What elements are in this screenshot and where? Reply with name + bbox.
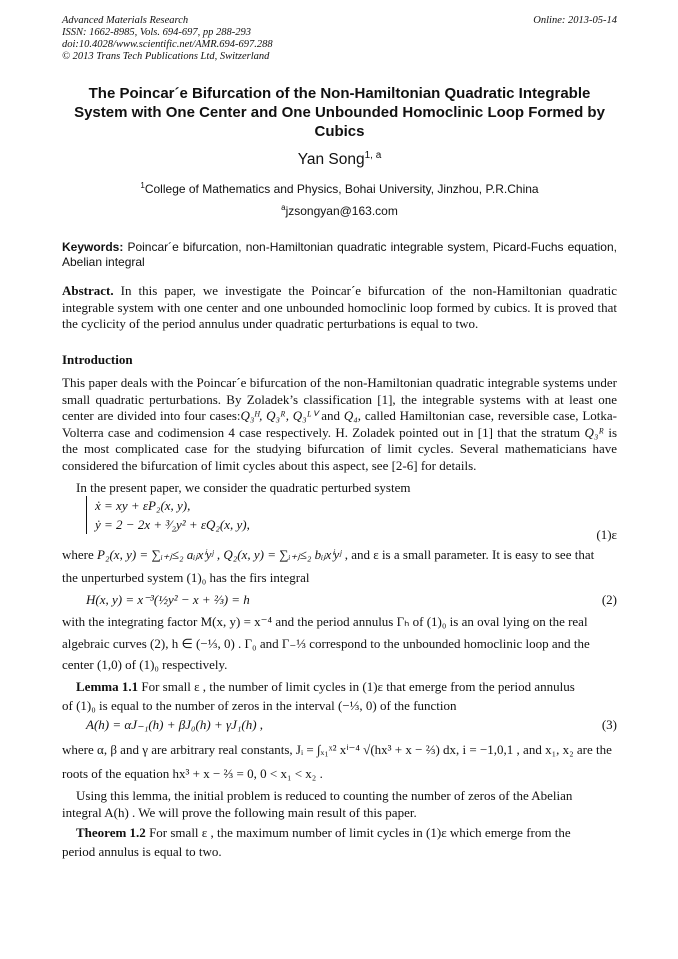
email — [62, 203, 617, 218]
intro-paragraph-2: In the present paper, we consider the quadratic perturbed system — [76, 480, 411, 495]
section-heading-introduction: Introduction — [62, 352, 133, 367]
keywords-label: Keywords: — [62, 240, 124, 254]
equation-3-label: (3) — [601, 717, 617, 732]
equation-2: H(x, y) = x⁻³(½y² − x + ⅔) = h — [86, 592, 250, 607]
lemma-line-1 — [62, 678, 617, 695]
online-date: Online: 2013-05-14 — [533, 15, 617, 26]
keywords — [62, 240, 617, 270]
email-sup: a — [281, 203, 286, 212]
unperturbed-line: the unperturbed system (1)₀ has the firs integral — [62, 570, 310, 585]
para1-and: and — [317, 408, 344, 424]
integrating-factor-line: with the integrating factor M(x, y) = x⁻⁴ and the period annulus Γₕ of (1)₀ is an oval lying on the real — [62, 614, 588, 629]
issn-line: ISSN: 1662-8985, Vols. 694-697, pp 288-293 — [62, 27, 251, 38]
copyright-line: © 2013 Trans Tech Publications Ltd, Switzerland — [62, 51, 270, 62]
abstract — [62, 283, 617, 333]
system-line-1: ẋ = xy + εP₂(x, y), — [95, 498, 191, 513]
para1-text-b: , called Hamiltonian case, reversible case, Lotka-Volterra case and codimension 4 case respectively. H. Zoladek pointed out in [1] that the stratum — [62, 408, 617, 440]
constants-line: where α, β and γ are arbitrary real constants, Jᵢ = ∫ₓ₁ˣ² xⁱ⁻⁴ √(hx³ + x − ⅔) dx, i = −1,0,1 , and x₁, x₂ are the — [62, 742, 612, 757]
roots-line: roots of the equation hx³ + x − ⅔ = 0, 0 < x₁ < x₂ . — [62, 766, 323, 781]
abelian-integral-line: integral A(h) . We will prove the following main result of this paper. — [62, 805, 417, 820]
theorem-line-1 — [62, 824, 617, 841]
lemma-usage-line: Using this lemma, the initial problem is reduced to counting the number of zeros of the Abelian — [76, 788, 573, 803]
lemma-text-a: For small ε , the number of limit cycles in (1)ε that emerge from the period annulus — [138, 679, 575, 694]
doi-line: doi:10.4028/www.scientific.net/AMR.694-697.288 — [62, 39, 273, 50]
where1-p: P₂(x, y) = ∑ᵢ₊ⱼ≤₂ aᵢⱼxⁱyʲ , Q₂(x, y) = ∑ᵢ₊ⱼ≤₂ bᵢⱼxⁱyʲ — [97, 547, 342, 562]
perturbed-system-equation — [86, 496, 250, 534]
para1-q4: Q₄ — [343, 408, 358, 424]
equation-3: A(h) = αJ₋₁(h) + βJ₀(h) + γJ₁(h) , — [86, 717, 264, 732]
system-line-2: ẏ = 2 − 2x + ³⁄₂y² + εQ₂(x, y), — [95, 517, 250, 532]
where1-a: where — [62, 547, 98, 562]
center-line: center (1,0) of (1)₀ respectively. — [62, 657, 228, 672]
author — [62, 150, 617, 169]
paper-title: The Poincar´e Bifurcation of the Non-Hamiltonian Quadratic Integrable System with One Center and One Unbounded Homoclinic Loop Formed by Cubics — [74, 85, 605, 140]
email-text[interactable]: jzsongyan@163.com — [285, 204, 398, 218]
abstract-label: Abstract. — [62, 283, 114, 298]
author-name: Yan Song — [297, 151, 365, 169]
keywords-text: Poincar´e bifurcation, non-Hamiltonian quadratic integrable system, Picard-Fuchs equation, Abelian integral — [62, 240, 617, 269]
para1-q3r: Q₃ᴿ — [584, 424, 605, 440]
lemma-label: Lemma 1.1 — [76, 679, 139, 694]
para1-cases: Q₃ᴴ, Q₃ᴿ, Q₃ᴸⱽ — [240, 408, 318, 424]
lemma-line-2: of (1)₀ is equal to the number of zeros in the interval (−⅓, 0) of the function — [62, 698, 457, 713]
para1-text-c: is the most complicated case for the studying bifurcation of limit cycles. Several mathematicians have considered the bifurcation of limit cycles about this aspect, see [2-6] for details. — [62, 424, 618, 473]
theorem-label: Theorem 1.2 — [76, 825, 146, 840]
affiliation-text: College of Mathematics and Physics, Bohai University, Jinzhou, P.R.China — [144, 182, 539, 196]
where1-b: , and ε is a small parameter. It is easy to see that — [341, 547, 595, 562]
abstract-text: In this paper, we investigate the Poincar´e bifurcation of the non-Hamiltonian quadratic integrable system with one center and one unbounded homoclinic loop formed by cubics. It is proved that the cyclicity of the period annulus under quadratic perturbations is equal to two. — [62, 283, 617, 332]
intro-paragraph-1 — [62, 375, 617, 475]
author-sup: 1, a — [364, 150, 382, 161]
journal-header — [62, 15, 617, 63]
para1-text-a: This paper deals with the Poincar´e bifurcation of the non-Hamiltonian quadratic integrable systems under small quadratic perturbations. By Zoladek’s classification [1], the integrable systems with at least one center are divided into four cases: — [62, 375, 617, 424]
journal-name: Advanced Materials Research — [62, 15, 189, 26]
affiliation — [62, 181, 617, 196]
where-line-1 — [62, 546, 617, 563]
equation-1-label: (1)ε — [596, 527, 617, 542]
equation-2-label: (2) — [601, 592, 617, 607]
affiliation-sup: 1 — [140, 181, 145, 190]
algebraic-curves-line: algebraic curves (2), h ∈ (−⅓, 0) . Γ₀ and Γ₋⅓ correspond to the unbounded homoclinic loop and the — [62, 636, 590, 651]
theorem-line-2: period annulus is equal to two. — [62, 844, 222, 859]
theorem-text-a: For small ε , the maximum number of limit cycles in (1)ε which emerge from the — [145, 825, 571, 840]
